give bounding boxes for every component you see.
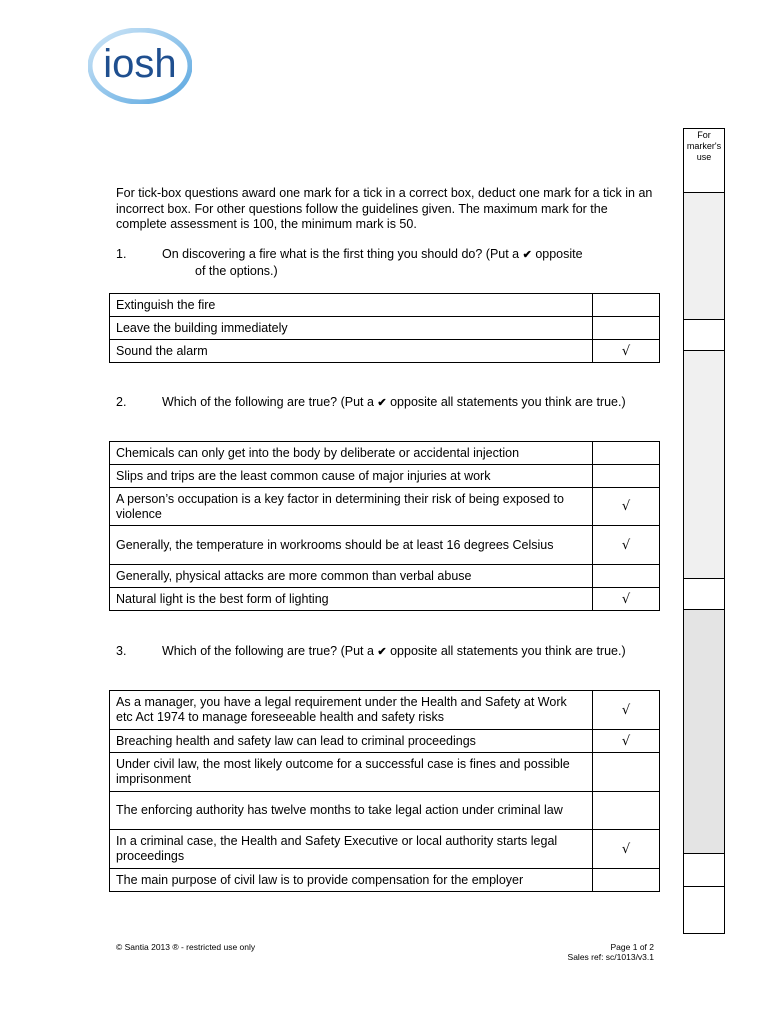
- table-row: Sound the alarm √: [110, 340, 660, 363]
- table-row: Extinguish the fire: [110, 294, 660, 317]
- mark-cell: [593, 869, 660, 892]
- sales-ref: Sales ref: sc/1013/v3.1: [567, 952, 654, 962]
- mark-cell: [593, 753, 660, 792]
- question-number: 2.: [116, 395, 127, 409]
- table-row: Generally, the temperature in workrooms should be at least 16 degrees Celsius √: [110, 526, 660, 565]
- table-row: Under civil law, the most likely outcome for a successful case is fines and possible imprisonment: [110, 753, 660, 792]
- logo-text: iosh: [103, 42, 177, 86]
- mark-cell: [593, 317, 660, 340]
- question-text: On discovering a fire what is the first thing you should do? (Put a ✔ opposite of the options.): [162, 247, 583, 278]
- question-number: 1.: [116, 247, 127, 261]
- mark-cell: √: [593, 526, 660, 565]
- iosh-logo: [88, 28, 192, 104]
- options-table: [109, 293, 660, 363]
- page-number: Page 1 of 2: [610, 942, 654, 952]
- question-text: Which of the following are true? (Put a ✔ opposite all statements you think are true.): [162, 644, 626, 658]
- table-row: As a manager, you have a legal requirement under the Health and Safety at Work etc Act 1974 to manage foreseeable health and safety risks √: [110, 691, 660, 730]
- table-row: Slips and trips are the least common cause of major injuries at work: [110, 465, 660, 488]
- marker-cell: [684, 887, 724, 933]
- mark-cell: √: [593, 340, 660, 363]
- table-row: The main purpose of civil law is to provide compensation for the employer: [110, 869, 660, 892]
- mark-cell: [593, 442, 660, 465]
- tick-icon: ✔: [377, 646, 387, 658]
- marker-cell: [684, 193, 724, 320]
- marker-cell: [684, 320, 724, 351]
- question-number: 3.: [116, 644, 127, 658]
- options-table: [109, 441, 660, 611]
- table-row: The enforcing authority has twelve months to take legal action under criminal law: [110, 792, 660, 830]
- options-table: [109, 690, 660, 892]
- table-row: Natural light is the best form of lighting √: [110, 588, 660, 611]
- marker-cell: [684, 351, 724, 579]
- tick-icon: ✔: [377, 397, 387, 409]
- copyright-text: © Santia 2013 ® - restricted use only: [116, 942, 256, 952]
- mark-cell: √: [593, 588, 660, 611]
- marker-cell: [684, 610, 724, 854]
- marker-column-header: For marker's use: [684, 129, 724, 193]
- mark-cell: √: [593, 691, 660, 730]
- table-row: Breaching health and safety law can lead to criminal proceedings √: [110, 730, 660, 753]
- table-row: Leave the building immediately: [110, 317, 660, 340]
- table-row: Chemicals can only get into the body by deliberate or accidental injection: [110, 442, 660, 465]
- mark-cell: [593, 792, 660, 830]
- table-row: A person’s occupation is a key factor in determining their risk of being exposed to violence √: [110, 488, 660, 526]
- table-row: In a criminal case, the Health and Safety Executive or local authority starts legal proceedings √: [110, 830, 660, 869]
- marker-column: [683, 128, 725, 934]
- question-text: Which of the following are true? (Put a ✔ opposite all statements you think are true.): [162, 395, 626, 409]
- marker-cell: [684, 579, 724, 610]
- mark-cell: [593, 294, 660, 317]
- mark-cell: [593, 465, 660, 488]
- tick-icon: ✔: [522, 249, 532, 261]
- instructions-paragraph: For tick-box questions award one mark for a tick in a correct box, deduct one mark for a tick in an incorrect box. For other questions follow the guidelines given. The maximum mark for the complete assessment is 100, the minimum mark is 50.: [116, 186, 653, 231]
- page-info: [520, 942, 654, 962]
- mark-cell: √: [593, 730, 660, 753]
- table-row: Generally, physical attacks are more common than verbal abuse: [110, 565, 660, 588]
- marker-cell: [684, 854, 724, 887]
- mark-cell: √: [593, 488, 660, 526]
- mark-cell: √: [593, 830, 660, 869]
- mark-cell: [593, 565, 660, 588]
